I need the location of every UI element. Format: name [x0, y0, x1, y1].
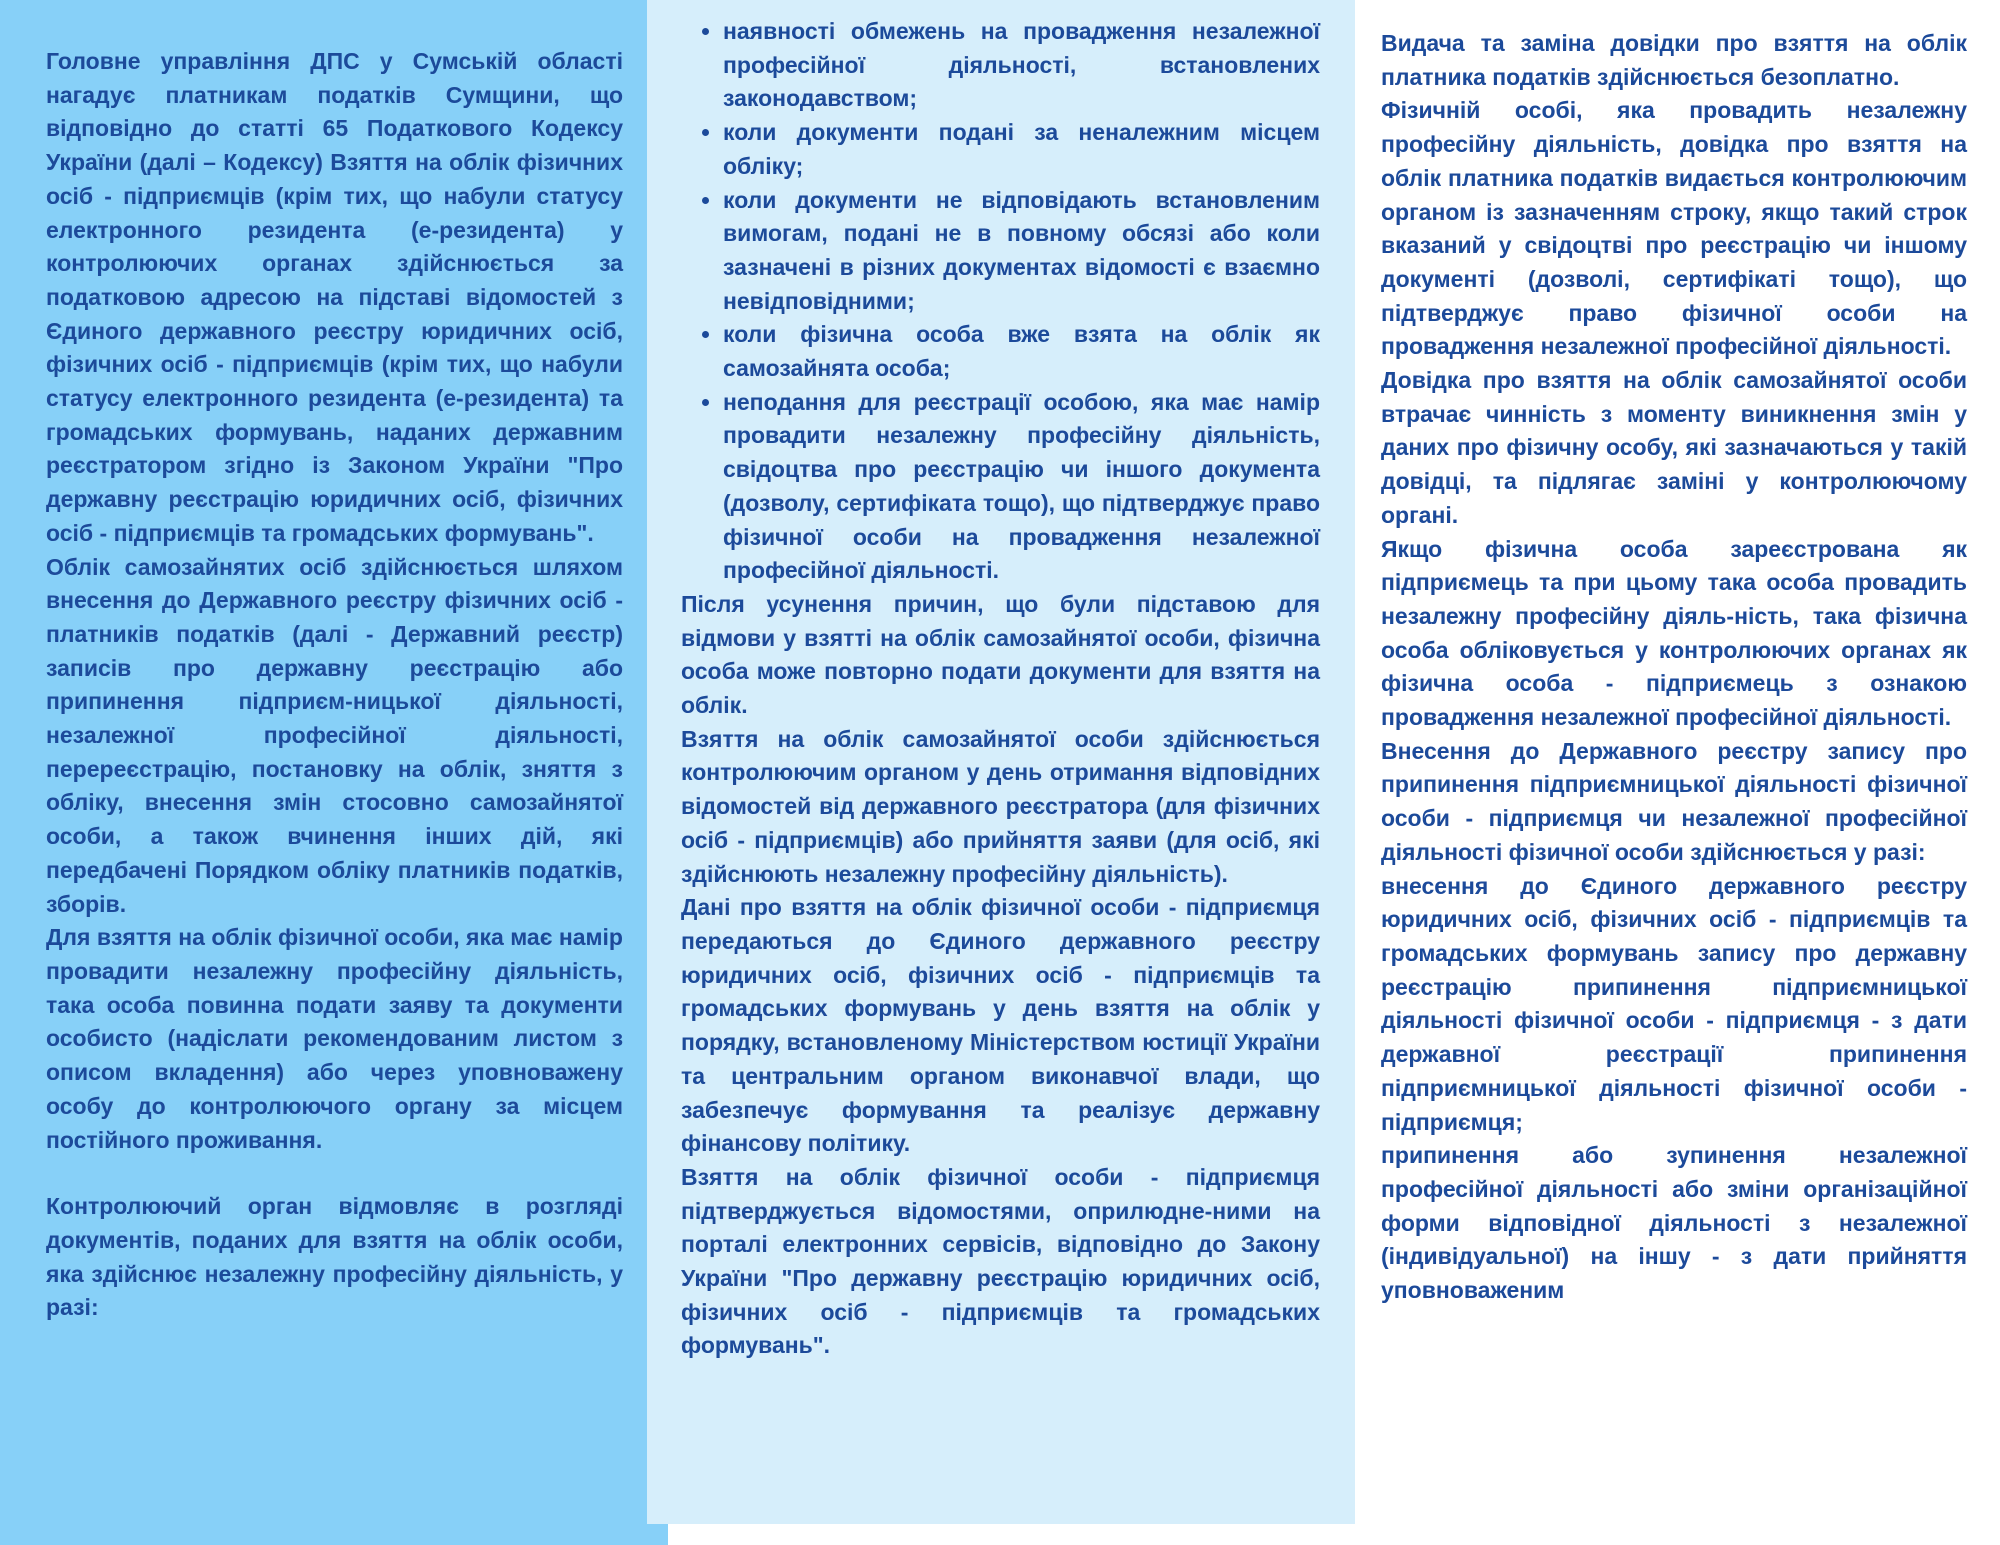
resubmission-paragraph: Після усунення причин, що були підставою для відмови у взятті на облік самозайнятої особи, фізична особа може повторно подати документи для взяття на облік. — [681, 590, 1320, 719]
right-column — [1355, 0, 2000, 1545]
list-item: • коли документи не відповідають встановленим вимогам, подані не в повному обсязі або коли зазначені в різних документах відомості є взаємно невідповідними; — [723, 184, 1320, 319]
certificate-free-paragraph: Видача та заміна довідки про взяття на облік платника податків здійснюється безоплатно. — [1381, 30, 1967, 90]
list-item: • коли фізична особа вже взята на облік як самозайнята особа; — [723, 318, 1320, 385]
entrepreneur-status-paragraph: Якщо фізична особа зареєстрована як підприємець та при цьому така особа провадить незалежну професійну діяль-ність, така фізична особа обліковується у контролюючих органах як фізична особа - підприємець з ознакою провадження незалежної професійної діяльності. — [1381, 535, 1967, 731]
list-item: • неподання для реєстрації особою, яка має намір провадити незалежну професійну діяльність, свідоцтва про реєстрацію чи іншого документа (дозволу, сертифіката тощо), що підтверджує право фізичної особи на провадження незалежної професійної діяльності. — [723, 386, 1320, 588]
refusal-reasons-list — [681, 15, 1320, 588]
refusal-intro-paragraph: Контролюючий орган відмовляє в розгляді документів, поданих для взяття на облік особи, яка здійснює незалежну професійну діяльність, у разі: — [46, 1193, 623, 1321]
list-item: • наявності обмежень на провадження незалежної професійної діяльності, встановлених законодавством; — [723, 15, 1320, 116]
self-employed-accounting-paragraph: Облік самозайнятих осіб здійснюється шляхом внесення до Державного реєстру фізичних осіб - платників податків (далі - Державний реєстр) записів про державну реєстрацію або припинення підприєм-ницької діяльності, незалежної професійної діяльності, перереєстрацію, постановку на облік, зняття з обліку, внесення змін стосовно самозайнятої особи, а також вчинення інших дій, які передбачені Порядком обліку платників податків, зборів. — [46, 553, 623, 917]
termination-case-2-paragraph: припинення або зупинення незалежної професійної діяльності або зміни організаційної форми відповідної діяльності з незалежної (індивідуальної) на іншу - з дати прийняття уповноваженим — [1381, 1142, 1967, 1304]
list-item: • коли документи подані за неналежним місцем обліку; — [723, 116, 1320, 183]
intro-paragraph: Головне управління ДПС у Сумській області нагадує платникам податків Сумщини, що відповідно до статті 65 Податкового Кодексу України (далі – Кодексу) Взяття на облік фізичних осіб - підприємців (крім тих, що набули статусу електронного резидента (е-резидента) у контролюючих органах здійснюється за податковою адресою на підставі відомостей з Єдиного державного реєстру юридичних осіб, фізичних осіб - підприємців (крім тих, що набули статусу електронного резидента (е-резидента) та громадських формувань, наданих державним реєстратором згідно із Законом України "Про державну реєстрацію юридичних осіб, фізичних осіб - підприємців та громадських формувань". — [46, 48, 623, 546]
registration-application-paragraph: Для взяття на облік фізичної особи, яка має намір провадити незалежну професійну діяльність, така особа повинна подати заяву та документи особисто (надіслати рекомендованим листом з описом вкладення) або через уповноважену особу до контролюючого органу за місцем постійного проживання. — [46, 924, 623, 1153]
termination-case-1-paragraph: внесення до Єдиного державного реєстру юридичних осіб, фізичних осіб - підприємців та громадських формувань запису про державну реєстрацію припинення підприємницької діяльності фізичної особи - підприємця - з дати державної реєстрації припинення підприємницької діяльності фізичної особи - підприємця; — [1381, 872, 1967, 1135]
termination-intro-paragraph: Внесення до Державного реєстру запису про припинення підприємницької діяльності фізичної особи - підприємця чи незалежної професійної діяльності фізичної особи здійснюється у разі: — [1381, 737, 1967, 865]
left-column — [0, 0, 668, 1545]
middle-column — [647, 0, 1355, 1524]
certificate-term-paragraph: Фізичній особі, яка провадить незалежну професійну діяльність, довідка про взяття на облік платника податків видається контролюючим органом із зазначенням строку, якщо такий строк вказаний у свідоцтві про реєстрацію чи іншому документі (дозволі, сертифікаті тощо), що підтверджує право фізичної особи на провадження незалежної професійної діяльності. — [1381, 97, 1967, 360]
confirmation-paragraph: Взяття на облік фізичної особи - підприємця підтверджується відомостями, оприлюдне-ними на порталі електронних сервісів, відповідно до Закону України "Про державну реєстрацію юридичних осіб, фізичних осіб - підприємців та громадських формувань". — [681, 1163, 1320, 1359]
registration-timing-paragraph: Взяття на облік самозайнятої особи здійснюється контролюючим органом у день отримання відповідних відомостей від державного реєстратора (для фізичних осіб - підприємців) або прийняття заяви (для осіб, які здійснюють незалежну професійну діяльність). — [681, 725, 1320, 887]
data-transfer-paragraph: Дані про взяття на облік фізичної особи - підприємця передаються до Єдиного державного реєстру юридичних осіб, фізичних осіб - підприємців та громадських формувань у день взяття на облік у порядку, встановленому Міністерством юстиції України та центральним органом виконавчої влади, що забезпечує формування та реалізує державну фінансову політику. — [681, 894, 1320, 1157]
certificate-validity-paragraph: Довідка про взяття на облік самозайнятої особи втрачає чинність з моменту виникнення змін у даних про фізичну особу, які зазначаються у такій довідці, та підлягає заміні у контролюючому органі. — [1381, 367, 1967, 528]
